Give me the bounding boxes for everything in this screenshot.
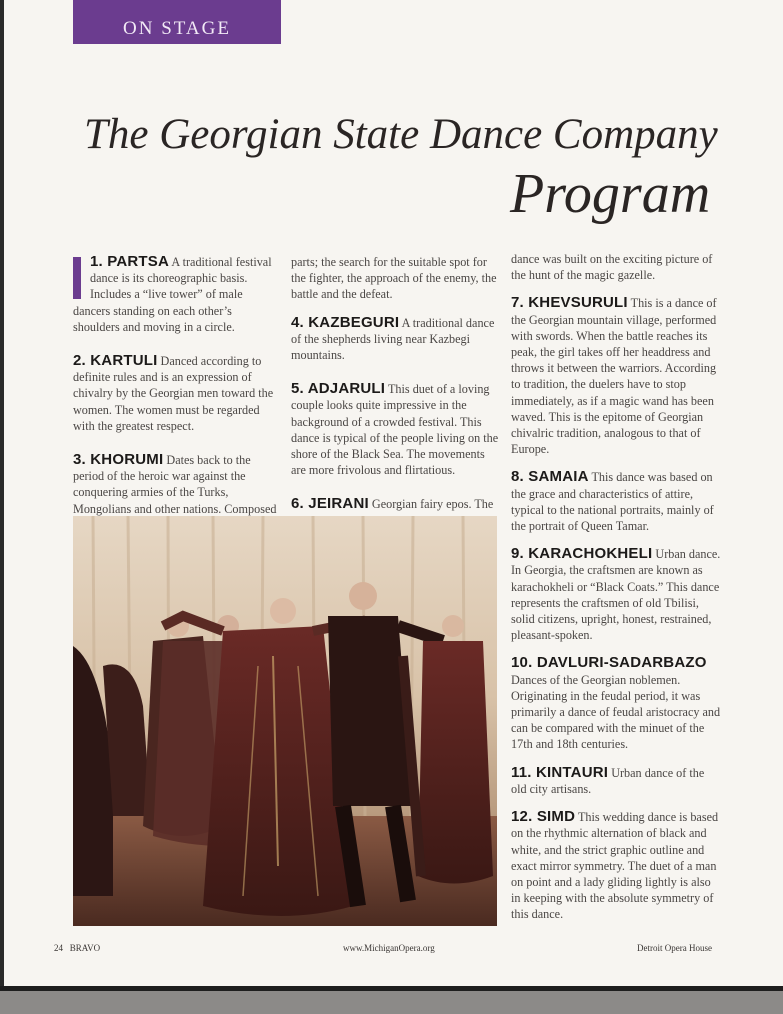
dance-entry xyxy=(511,655,721,752)
dance-description: Dates back to the period of the heroic war against the conquering armies of the Turks, Mongolians and other nations. Composed xyxy=(73,453,277,516)
section-label: ON STAGE xyxy=(73,0,281,44)
dancers-photo-art xyxy=(73,516,497,926)
dance-name: 3. KHORUMI xyxy=(73,451,164,469)
dance-entry xyxy=(291,315,499,364)
dance-entry xyxy=(511,546,721,643)
dance-description: Urban dance of the old city artisans. xyxy=(511,765,705,796)
dancers-photo xyxy=(73,516,497,926)
page-edge xyxy=(0,0,4,1014)
dance-name: 5. ADJARULI xyxy=(291,380,386,398)
dance-entry xyxy=(73,254,278,335)
dance-description: This duet of a loving couple looks quite impressive in the background of a crowded festival. This dance is typical of the people living on the shore of the Black Sea. The movements are more frivolous and flirtatious. xyxy=(291,382,499,478)
venue-name: Detroit Opera House xyxy=(637,943,712,953)
drop-cap-bar xyxy=(73,257,81,299)
text-column-1 xyxy=(73,254,278,551)
page-bottom-shadow xyxy=(0,986,783,991)
dance-name: 11. KINTAURI xyxy=(511,763,609,781)
dance-entry-continued xyxy=(511,251,721,283)
dance-entry xyxy=(291,381,499,478)
dance-name: 7. KHEVSURULI xyxy=(511,294,628,312)
dance-name: 8. SAMAIA xyxy=(511,468,589,486)
dance-name: 9. KARACHOKHELI xyxy=(511,545,653,563)
dance-name: 1. PARTSA xyxy=(90,253,170,270)
website-url: www.MichiganOpera.org xyxy=(343,943,435,953)
page-title: The Georgian State Dance Company xyxy=(84,111,718,158)
dance-description: parts; the search for the suitable spot for the fighter, the approach of the enemy, the battle and the defeat. xyxy=(291,255,497,302)
page-bottom-edge xyxy=(0,986,783,1014)
dance-entry-continued xyxy=(291,254,499,303)
dance-entry xyxy=(73,353,278,434)
text-column-3 xyxy=(511,251,721,935)
dance-description: A traditional dance of the shepherds living near Kazbegi mountains. xyxy=(291,315,495,363)
dance-description: Dances of the Georgian noblemen. Originating in the feudal period, it was primarily a dance of feudal aristocracy and can be compared with the minuet of the 17th and 18th centuries. xyxy=(511,672,721,752)
dance-description: This dance was based on the grace and characteristics of attire, typical to the national portraits, mainly of the portrait of Queen Tamar. xyxy=(511,470,714,534)
dance-name: 12. SIMD xyxy=(511,808,576,826)
dance-entry xyxy=(511,809,721,922)
dance-description: Georgian fairy epos. The xyxy=(371,497,494,512)
page-number: 24 BRAVO xyxy=(54,943,101,953)
dance-name: 4. KAZBEGURI xyxy=(291,313,400,331)
dance-description: A traditional festival dance is its choreographic basis. Includes a “live tower” of male dancers standing on each other’s shoulders and moving in a circle. xyxy=(73,255,272,334)
dance-description: Urban dance. In Georgia, the craftsmen are known as karachokheli or “Black Coats.” This dance represents the craftsmen of old Tbilisi, solid citizens, upright, honest, restrained, pleasant-spoken. xyxy=(511,547,721,643)
dance-description: Danced according to definite rules and is an expression of chivalry by the Georgian men toward the women. The women must be regarded with the greatest respect. xyxy=(73,354,274,433)
dance-entry xyxy=(511,765,721,797)
dance-entry xyxy=(511,295,721,457)
magazine-name: BRAVO xyxy=(69,943,101,953)
dance-name: 10. DAVLURI-SADARBAZO xyxy=(511,654,707,672)
dance-description: This is a dance of the Georgian mountain village, performed with swords. When the battle reaches its peak, the girl takes off her headdress and throws it between the warriors. According to tradition, the duelers have to stop immediately, as if a magic wand has been waved. This is the epitome of Georgian chivalric tradition, analogous to that of Europe. xyxy=(511,296,717,457)
text-column-2 xyxy=(291,254,499,547)
dance-entry xyxy=(511,469,721,534)
page-subtitle: Program xyxy=(510,163,711,225)
dance-description: This wedding dance is based on the rhythmic alternation of black and white, and the strict graphic outline and exact mirror symmetry. The duet of a man on point and a lady gliding lightly is also in keeping with the absolute symmetry of this dance. xyxy=(511,810,719,922)
dance-name: 2. KARTULI xyxy=(73,352,158,370)
dance-description: dance was built on the exciting picture of the hunt of the magic gazelle. xyxy=(511,252,713,283)
dance-name: 6. JEIRANI xyxy=(291,495,369,513)
